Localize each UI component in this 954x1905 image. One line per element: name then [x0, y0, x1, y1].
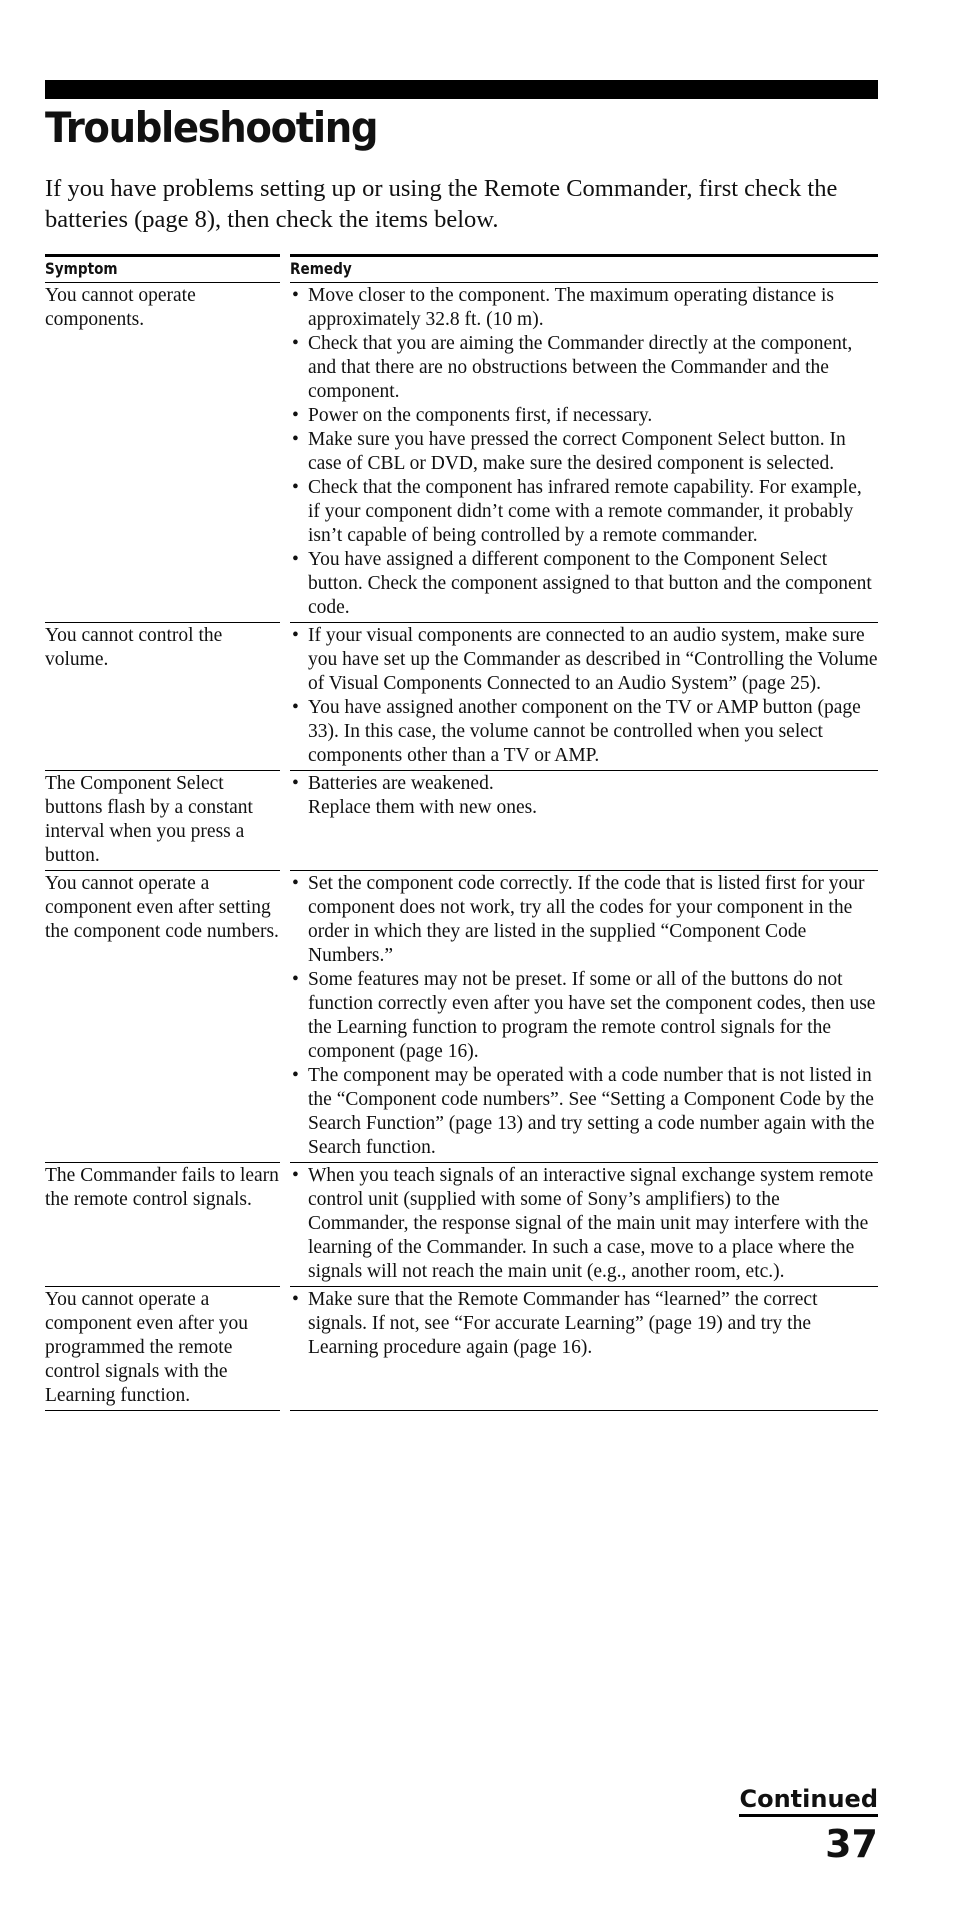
table-row [45, 770, 878, 870]
remedy-item: • Power on the components first, if necessary. [290, 404, 878, 428]
symptom-cell: The Component Select buttons flash by a constant interval when you press a button. [45, 770, 280, 870]
remedy-cell [290, 870, 878, 1162]
symptom-cell: You cannot control the volume. [45, 622, 280, 770]
page-number: 37 [825, 1822, 878, 1866]
title-bar [45, 80, 878, 99]
remedy-item: • Move closer to the component. The maximum operating distance is approximately 32.8 ft. (10 m). [290, 284, 878, 332]
remedy-item: • Some features may not be preset. If some or all of the buttons do not function correctly even after you have set the component codes, then use the Learning function to program the remote control signals for the component (page 16). [290, 968, 878, 1064]
remedy-item: • Check that the component has infrared remote capability. For example, if your component didn’t come with a remote commander, it probably isn’t capable of being controlled by a remote commander. [290, 476, 878, 548]
intro-text: If you have problems setting up or using the Remote Commander, first check the batteries (page 8), then check the items below. [45, 175, 838, 233]
table-row [45, 622, 878, 770]
symptom-cell: The Commander fails to learn the remote control signals. [45, 1162, 280, 1286]
remedy-item: • When you teach signals of an interactive signal exchange system remote control unit (supplied with some of Sony’s amplifiers) to the Commander, the response signal of the main unit may interfere with the learning of the Commander. In such a case, move to a place where the signals will not reach the main unit (e.g., another room, etc.). [290, 1164, 878, 1284]
remedy-item: • Make sure you have pressed the correct Component Select button. In case of CBL or DVD, make sure the desired component is selected. [290, 428, 878, 476]
remedy-item: • If your visual components are connected to an audio system, make sure you have set up the Commander as described in “Controlling the Volume of Visual Components Connected to an Audio System” (page 25). [290, 624, 878, 696]
remedy-cell [290, 1162, 878, 1286]
table-row [45, 870, 878, 1162]
remedy-note: Replace them with new ones. [308, 797, 538, 818]
remedy-item: • Make sure that the Remote Commander has “learned” the correct signals. If not, see “For accurate Learning” (page 19) and try the Learning procedure again (page 16). [290, 1288, 878, 1360]
troubleshooting-table [45, 252, 878, 1411]
page-title: Troubleshooting [45, 103, 378, 152]
symptom-cell: You cannot operate components. [45, 282, 280, 622]
remedy-cell [290, 1286, 878, 1410]
remedy-item: • The component may be operated with a code number that is not listed in the “Component code numbers”. See “Setting a Component Code by the Search Function” (page 13) and try setting a code number again with the Search function. [290, 1064, 878, 1160]
remedy-cell [290, 622, 878, 770]
remedy-header: Remedy [290, 254, 878, 281]
remedy-item: • Check that you are aiming the Commander directly at the component, and that there are no obstructions between the Commander and the component. [290, 332, 878, 404]
table-row [45, 1286, 878, 1410]
continued-label: Continued [739, 1785, 878, 1817]
symptom-cell: You cannot operate a component even after setting the component code numbers. [45, 870, 280, 1162]
table-bottom-rule [45, 1410, 878, 1411]
symptom-cell: You cannot operate a component even after you programmed the remote control signals with the Learning function. [45, 1286, 280, 1410]
remedy-cell [290, 770, 878, 870]
remedy-item: • You have assigned another component on the TV or AMP button (page 33). In this case, the volume cannot be controlled when you select components other than a TV or AMP. [290, 696, 878, 768]
remedy-item: • Batteries are weakened. [290, 772, 878, 796]
remedy-cell [290, 282, 878, 622]
remedy-item: • You have assigned a different component to the Component Select button. Check the component assigned to that button and the component code. [290, 548, 878, 620]
table-row [45, 282, 878, 622]
table-header [45, 252, 878, 282]
table-row [45, 1162, 878, 1286]
symptom-header: Symptom [45, 254, 280, 281]
remedy-item: • Set the component code correctly. If the code that is listed first for your component does not work, try all the codes for your component in the order in which they are listed in the supplied “Component Code Numbers.” [290, 872, 878, 968]
